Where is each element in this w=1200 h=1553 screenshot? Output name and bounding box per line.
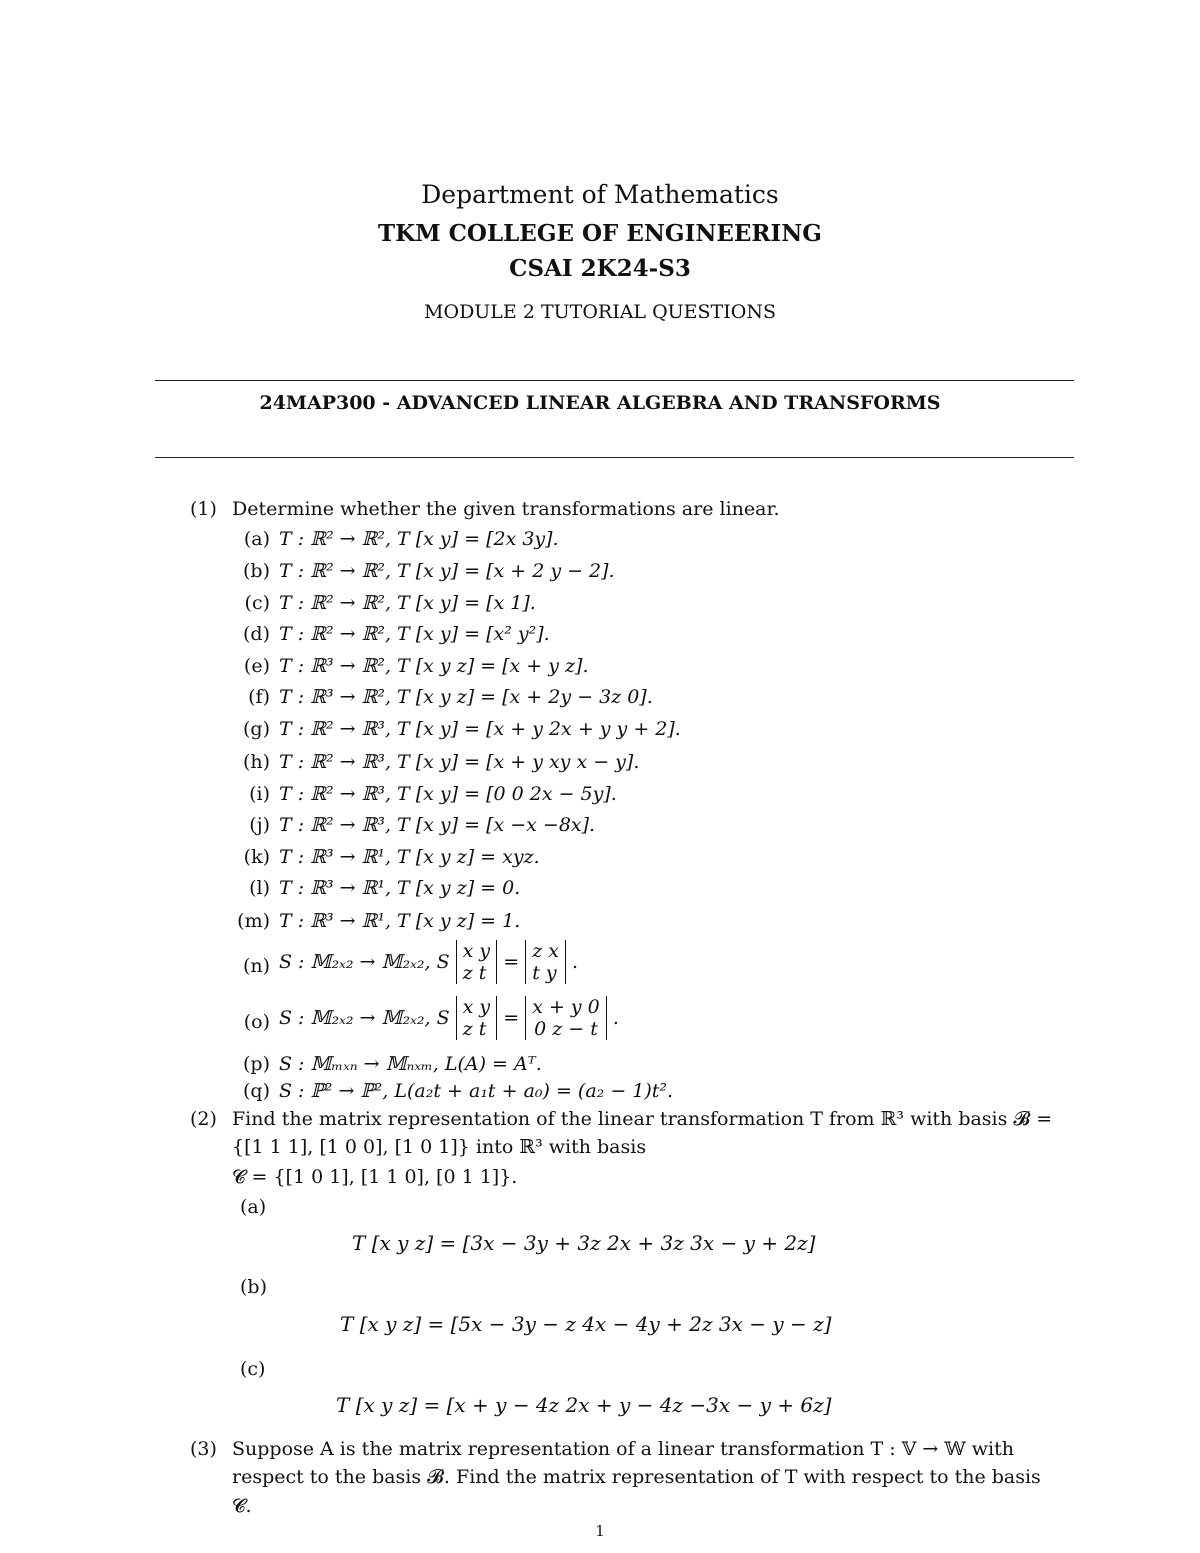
q1-part-p-expr: S : 𝕄ₘₓₙ → 𝕄ₙₓₘ, L(A) = Aᵀ.: [279, 1053, 542, 1075]
question-3: [190, 1438, 1014, 1460]
module-title: MODULE 2 TUTORIAL QUESTIONS: [424, 301, 776, 323]
q2-part-expr: T [x y z] = [5x − 3y − z 4x − 4y + 2z 3x − y − z]: [340, 1312, 832, 1336]
q1-part-expr: T : ℝ³ → ℝ², T [x y z] = [x + y z].: [279, 655, 589, 677]
bottom-rule: [155, 457, 1074, 458]
course-title: 24MAP300 - ADVANCED LINEAR ALGEBRA AND TRANSFORMS: [259, 392, 941, 414]
matrix-left: [456, 940, 498, 984]
q1-part-o-lead: S : 𝕄₂ₓ₂ → 𝕄₂ₓ₂, S: [279, 1007, 450, 1029]
question-3-number: (3): [190, 1438, 217, 1460]
q1-part-label: (h): [242, 751, 270, 773]
q1-part-expr: T : ℝ³ → ℝ¹, T [x y z] = 1.: [279, 910, 521, 932]
matrix-row: x y: [462, 996, 491, 1018]
department-title: Department of Mathematics: [421, 180, 779, 209]
q1-part-expr: T : ℝ² → ℝ³, T [x y] = [0 0 2x − 5y].: [279, 783, 617, 805]
q1-part-label: (f): [248, 686, 270, 708]
q1-part-label: (k): [243, 846, 270, 868]
q1-part-expr: T : ℝ³ → ℝ², T [x y z] = [x + 2y − 3z 0].: [279, 686, 653, 708]
q1-part-expr: T : ℝ² → ℝ², T [x y] = [x² y²].: [279, 623, 550, 645]
matrix-row: t y: [532, 962, 557, 984]
question-3-line2: respect to the basis 𝓑. Find the matrix representation of T with respect to the basis: [232, 1466, 1041, 1488]
question-1: [190, 498, 779, 520]
question-2: [190, 1108, 1052, 1130]
equals-sign: =: [503, 1007, 520, 1029]
q1-part-expr: T : ℝ² → ℝ², T [x y] = [2x 3y].: [279, 528, 559, 550]
q1-part-label: (l): [249, 877, 270, 899]
q1-part-label: (d): [243, 623, 270, 645]
q1-part-n-expr: [279, 940, 578, 984]
q1-part-label: (i): [249, 783, 270, 805]
question-3-line3: 𝓒.: [232, 1495, 252, 1517]
q1-part-expr: T : ℝ² → ℝ², T [x y] = [x 1].: [279, 592, 536, 614]
q2-part-expr: T [x y z] = [3x − 3y + 3z 2x + 3z 3x − y + 2z]: [352, 1231, 816, 1255]
matrix-row: x y: [462, 940, 491, 962]
q1-part-expr: T : ℝ² → ℝ², T [x y] = [x + 2 y − 2].: [279, 560, 615, 582]
question-2-number: (2): [190, 1108, 217, 1130]
matrix-right: [525, 940, 566, 984]
page-number: 1: [595, 1522, 605, 1540]
q1-part-expr: T : ℝ³ → ℝ¹, T [x y z] = xyz.: [279, 846, 540, 868]
q1-part-q-expr: S : ℙ² → ℙ², L(a₂t + a₁t + a₀) = (a₂ − 1)t².: [279, 1080, 674, 1102]
q1-part-o-label: (o): [243, 1011, 270, 1033]
top-rule: [155, 380, 1074, 381]
question-3-line1: Suppose A is the matrix representation of a linear transformation T : 𝕍 → 𝕎 with: [232, 1438, 1014, 1460]
period: .: [612, 1007, 619, 1029]
q1-part-p-label: (p): [243, 1053, 270, 1075]
q1-part-expr: T : ℝ³ → ℝ¹, T [x y z] = 0.: [279, 877, 521, 899]
question-1-text: Determine whether the given transformations are linear.: [232, 498, 780, 520]
q2-part-expr: T [x y z] = [x + y − 4z 2x + y − 4z −3x − y + 6z]: [336, 1393, 832, 1417]
q2-part-label: (c): [240, 1358, 266, 1380]
matrix-row: x + y 0: [532, 996, 600, 1018]
q1-part-expr: T : ℝ² → ℝ³, T [x y] = [x + y xy x − y].: [279, 751, 640, 773]
q1-part-n-label: (n): [242, 955, 270, 977]
q1-part-label: (m): [237, 910, 270, 932]
equals-sign: =: [503, 951, 520, 973]
matrix-left: [456, 996, 498, 1040]
q2-part-label: (b): [240, 1276, 267, 1298]
matrix-right: [525, 996, 607, 1040]
q1-part-expr: T : ℝ² → ℝ³, T [x y] = [x −x −8x].: [279, 814, 596, 836]
q1-part-label: (g): [243, 718, 270, 740]
q1-part-label: (b): [243, 560, 270, 582]
q1-part-label: (c): [244, 592, 270, 614]
q1-part-label: (j): [249, 814, 270, 836]
question-2-line2: {[1 1 1], [1 0 0], [1 0 1]} into ℝ³ with basis: [232, 1136, 647, 1158]
q2-part-label: (a): [240, 1196, 267, 1218]
q1-part-label: (a): [243, 528, 270, 550]
matrix-row: z t: [462, 962, 487, 984]
q1-part-o-expr: [279, 996, 619, 1040]
batch-title: CSAI 2K24-S3: [509, 255, 691, 282]
q1-part-q-label: (q): [243, 1080, 270, 1102]
q1-part-expr: T : ℝ² → ℝ³, T [x y] = [x + y 2x + y y + 2].: [279, 718, 681, 740]
question-2-line3: 𝓒 = {[1 0 1], [1 1 0], [0 1 1]}.: [232, 1166, 518, 1188]
matrix-row: z t: [462, 1018, 487, 1040]
period: .: [572, 951, 579, 973]
question-1-number: (1): [190, 498, 217, 520]
q1-part-label: (e): [243, 655, 270, 677]
q1-part-n-lead: S : 𝕄₂ₓ₂ → 𝕄₂ₓ₂, S: [279, 951, 450, 973]
college-title: TKM COLLEGE OF ENGINEERING: [378, 220, 822, 247]
question-2-line1: Find the matrix representation of the linear transformation T from ℝ³ with basis 𝓑 =: [232, 1108, 1053, 1130]
matrix-row: z x: [532, 940, 559, 962]
matrix-row: 0 z − t: [534, 1018, 598, 1040]
